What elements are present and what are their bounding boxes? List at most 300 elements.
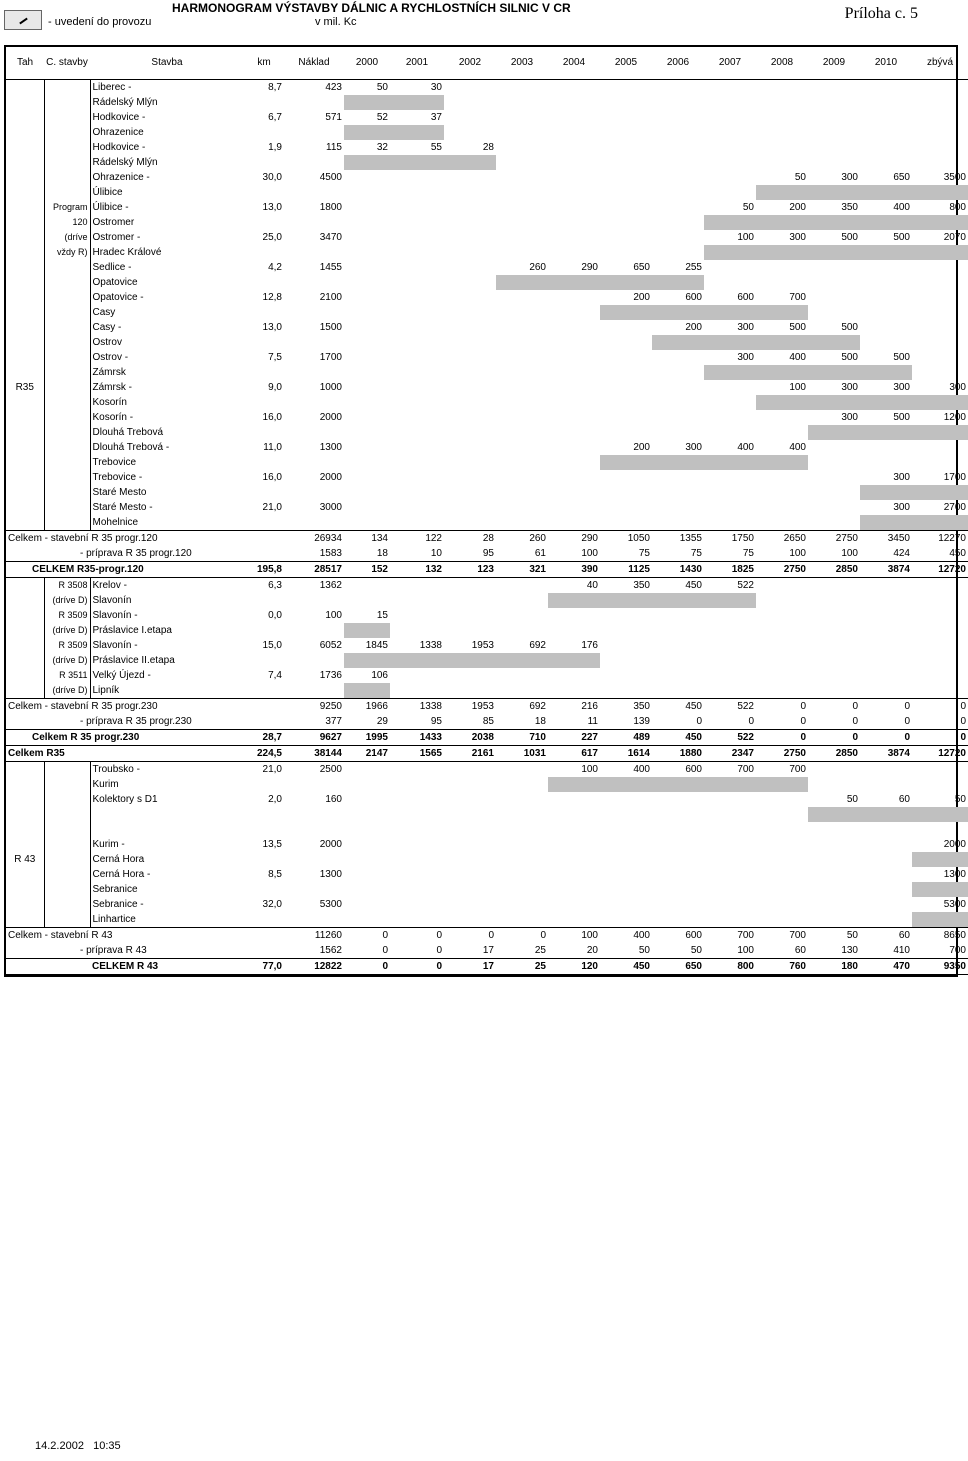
schedule-bar	[704, 593, 756, 608]
year-value-cell	[600, 335, 652, 350]
tah-cell	[6, 807, 44, 822]
cost-cell: 1362	[319, 579, 342, 591]
year-value-cell	[390, 807, 444, 822]
year-value-cell: 0	[960, 715, 966, 727]
year-value-cell	[600, 95, 652, 110]
year-value-cell	[344, 837, 390, 852]
year-value-cell: 18	[534, 715, 546, 727]
year-value-cell	[496, 365, 548, 380]
cost-cell: 377	[325, 715, 342, 727]
year-value-cell: 100	[737, 944, 754, 956]
year-value-cell	[344, 275, 390, 290]
col-header-cs: C. stavby	[44, 47, 90, 79]
table-row	[6, 683, 968, 699]
year-value-cell	[808, 79, 860, 95]
km-cell: 77,0	[244, 958, 284, 974]
schedule-table	[6, 47, 968, 975]
year-value-cell	[344, 500, 390, 515]
total-label: Celkem R 35 progr.230	[6, 729, 244, 745]
stavba-name-cell: Lipník	[90, 683, 244, 699]
year-value-cell	[344, 425, 390, 440]
year-value-cell	[756, 500, 808, 515]
year-value-cell	[808, 852, 860, 867]
year-value-cell	[756, 792, 808, 807]
year-value-cell	[548, 485, 600, 500]
year-value-cell: 15	[376, 609, 388, 621]
year-value-cell	[548, 320, 600, 335]
year-value-cell: 75	[638, 547, 650, 559]
year-value-cell	[704, 608, 756, 623]
year-value-cell	[496, 668, 548, 683]
year-value-cell	[600, 653, 652, 668]
year-value-cell: 1614	[600, 745, 652, 761]
legend-label: - uvedení do provozu	[48, 16, 152, 28]
cost-cell	[284, 425, 344, 440]
year-value-cell	[808, 290, 860, 305]
year-value-cell: 700	[737, 763, 754, 775]
year-value-cell	[756, 577, 808, 593]
year-value-cell: 400	[633, 763, 650, 775]
year-value-cell	[860, 335, 912, 350]
tah-cell	[6, 79, 44, 95]
year-value-cell: 75	[690, 547, 702, 559]
stavba-number-cell	[44, 837, 90, 852]
stavba-name-cell: Rádelský Mlýn	[90, 95, 244, 110]
table-row	[6, 350, 968, 365]
year-value-cell	[912, 79, 968, 95]
year-value-cell	[756, 140, 808, 155]
year-value-cell	[652, 245, 704, 260]
col-header-year: 2009	[808, 47, 860, 79]
table-row	[6, 777, 968, 792]
schedule-bar	[912, 245, 968, 260]
schedule-bar	[652, 777, 704, 792]
year-value-cell	[496, 500, 548, 515]
year-value-cell	[496, 577, 548, 593]
year-value-cell	[912, 95, 968, 110]
year-value-cell: 17	[482, 944, 494, 956]
year-value-cell	[444, 515, 496, 531]
cost-cell	[284, 395, 344, 410]
stavba-number-cell	[44, 500, 90, 515]
table-row	[6, 485, 968, 500]
col-header-year: 2001	[390, 47, 444, 79]
cost-cell	[284, 807, 344, 822]
year-value-cell: 8650	[912, 927, 968, 943]
year-value-cell	[548, 305, 600, 320]
year-value-cell	[344, 792, 390, 807]
year-value-cell	[548, 365, 600, 380]
year-value-cell: 300	[685, 441, 702, 453]
year-value-cell: 100	[789, 547, 806, 559]
year-value-cell	[860, 577, 912, 593]
stavba-number-cell: vždy R)	[56, 246, 88, 257]
cost-cell: 3000	[319, 501, 342, 513]
year-value-cell	[444, 170, 496, 185]
stavba-name-cell	[90, 807, 244, 822]
stavba-name-cell: Ostromer	[90, 215, 244, 230]
schedule-bar	[808, 395, 860, 410]
stavba-number-cell	[44, 867, 90, 882]
total-label: CELKEM R 43	[6, 958, 244, 974]
year-value-cell: 600	[737, 291, 754, 303]
cost-cell: 2100	[319, 291, 342, 303]
year-value-cell	[756, 515, 808, 531]
year-value-cell	[496, 200, 548, 215]
year-value-cell	[652, 230, 704, 245]
year-value-cell: 50	[808, 927, 860, 943]
schedule-bar	[390, 155, 444, 170]
year-value-cell	[860, 897, 912, 912]
year-value-cell: 650	[652, 958, 704, 974]
stavba-number-cell	[44, 822, 90, 837]
year-value-cell	[860, 668, 912, 683]
cost-cell	[284, 912, 344, 928]
year-value-cell	[496, 608, 548, 623]
cost-cell	[284, 155, 344, 170]
year-value-cell: 260	[529, 261, 546, 273]
year-value-cell: 500	[841, 321, 858, 333]
table-row	[6, 140, 968, 155]
tah-cell	[6, 822, 44, 837]
year-value-cell	[652, 623, 704, 638]
schedule-bar	[444, 155, 496, 170]
cost-cell: 1562	[319, 944, 342, 956]
year-value-cell: 50	[376, 81, 388, 93]
year-value-cell: 400	[789, 351, 806, 363]
schedule-bar	[756, 185, 808, 200]
year-value-cell	[344, 455, 390, 470]
year-value-cell	[444, 777, 496, 792]
year-value-cell: 55	[430, 141, 442, 153]
schedule-bar	[600, 275, 652, 290]
year-value-cell	[390, 867, 444, 882]
year-value-cell	[444, 95, 496, 110]
cost-cell	[284, 623, 344, 638]
tah-cell	[6, 275, 44, 290]
km-cell: 2,0	[268, 793, 282, 805]
km-cell: 12,8	[262, 291, 282, 303]
year-value-cell: 800	[949, 201, 966, 213]
tah-cell	[6, 215, 44, 230]
year-value-cell	[548, 623, 600, 638]
km-cell: 11,0	[263, 441, 282, 453]
year-value-cell	[652, 365, 704, 380]
year-value-cell: 18	[376, 547, 388, 559]
cost-cell	[284, 852, 344, 867]
col-header-tah: Tah	[6, 47, 44, 79]
year-value-cell	[912, 275, 968, 290]
year-value-cell	[496, 440, 548, 455]
schedule-bar	[860, 807, 912, 822]
year-value-cell	[652, 170, 704, 185]
km-cell	[244, 455, 284, 470]
year-value-cell: 500	[893, 411, 910, 423]
schedule-bar	[808, 807, 860, 822]
year-value-cell: 0	[912, 698, 968, 714]
km-cell: 13,5	[262, 838, 282, 850]
year-value-cell	[652, 425, 704, 440]
year-value-cell	[704, 140, 756, 155]
year-value-cell: 0	[852, 715, 858, 727]
schedule-bar	[652, 455, 704, 470]
km-cell	[244, 125, 284, 140]
tah-cell	[6, 577, 44, 593]
cost-cell: 160	[325, 793, 342, 805]
km-cell: 1,9	[268, 141, 282, 153]
table-row	[6, 593, 968, 608]
stavba-name-cell: Liberec -	[90, 79, 244, 95]
year-value-cell: 300	[737, 321, 754, 333]
table-row	[6, 365, 968, 380]
stavba-number-cell	[44, 882, 90, 897]
year-value-cell: 1825	[704, 561, 756, 577]
table-row	[6, 230, 968, 245]
schedule-bar	[756, 245, 808, 260]
year-value-cell	[496, 305, 548, 320]
stavba-number-cell	[44, 305, 90, 320]
year-value-cell	[548, 440, 600, 455]
year-value-cell	[704, 653, 756, 668]
year-value-cell	[652, 852, 704, 867]
year-value-cell: 100	[841, 547, 858, 559]
year-value-cell	[344, 761, 390, 777]
year-value-cell: 122	[390, 530, 444, 546]
schedule-bar	[860, 245, 912, 260]
year-value-cell	[444, 792, 496, 807]
table-row	[6, 110, 968, 125]
year-value-cell	[344, 593, 390, 608]
km-cell	[244, 653, 284, 668]
year-value-cell	[496, 777, 548, 792]
year-value-cell	[600, 410, 652, 425]
stavba-name-cell: Casy	[90, 305, 244, 320]
year-value-cell: 10	[430, 547, 442, 559]
year-value-cell	[860, 125, 912, 140]
year-value-cell	[344, 777, 390, 792]
year-value-cell: 350	[633, 579, 650, 591]
cost-cell	[284, 777, 344, 792]
year-value-cell	[652, 155, 704, 170]
cost-cell: 1300	[319, 441, 342, 453]
year-value-cell	[390, 515, 444, 531]
year-value-cell	[704, 485, 756, 500]
year-value-cell	[496, 683, 548, 699]
tah-cell	[6, 515, 44, 531]
year-value-cell	[444, 623, 496, 638]
year-value-cell: 200	[789, 201, 806, 213]
year-value-cell: 9350	[912, 958, 968, 974]
total-row	[6, 561, 968, 577]
table-row	[6, 897, 968, 912]
tah-cell	[6, 200, 44, 215]
table-row	[6, 440, 968, 455]
year-value-cell	[390, 380, 444, 395]
year-value-cell: 300	[737, 351, 754, 363]
year-value-cell: 75	[742, 547, 754, 559]
table-row	[6, 455, 968, 470]
km-cell: 7,4	[268, 669, 282, 681]
table-row	[6, 577, 968, 593]
total-row	[6, 943, 968, 959]
year-value-cell	[808, 668, 860, 683]
year-value-cell	[548, 867, 600, 882]
km-cell	[244, 425, 284, 440]
year-value-cell	[344, 867, 390, 882]
year-value-cell	[756, 125, 808, 140]
year-value-cell	[704, 95, 756, 110]
year-value-cell	[704, 260, 756, 275]
year-value-cell	[390, 230, 444, 245]
year-value-cell	[548, 335, 600, 350]
year-value-cell: 1050	[600, 530, 652, 546]
year-value-cell	[496, 245, 548, 260]
year-value-cell	[444, 335, 496, 350]
schedule-bar	[390, 125, 444, 140]
year-value-cell	[912, 638, 968, 653]
cost-cell: 3470	[319, 231, 342, 243]
year-value-cell: 29	[376, 715, 388, 727]
stavba-number-cell	[44, 440, 90, 455]
year-value-cell: 180	[808, 958, 860, 974]
stavba-number-cell: R 3508	[58, 579, 88, 590]
year-value-cell: 50	[846, 793, 858, 805]
year-value-cell	[860, 912, 912, 928]
year-value-cell	[808, 867, 860, 882]
year-value-cell: 30	[430, 81, 442, 93]
year-value-cell: 100	[581, 547, 598, 559]
year-value-cell	[390, 425, 444, 440]
schedule-bar	[756, 777, 808, 792]
table-header-row	[6, 47, 968, 79]
total-label: CELKEM R35-progr.120	[6, 561, 244, 577]
km-cell: 28,7	[244, 729, 284, 745]
table-row	[6, 761, 968, 777]
year-value-cell: 321	[496, 561, 548, 577]
year-value-cell	[344, 852, 390, 867]
year-value-cell: 25	[534, 944, 546, 956]
year-value-cell	[496, 140, 548, 155]
km-cell	[244, 943, 284, 959]
stavba-name-cell: Ostromer -	[90, 230, 244, 245]
km-cell: 16,0	[262, 471, 282, 483]
year-value-cell	[756, 653, 808, 668]
tah-cell	[6, 593, 44, 608]
stavba-number-cell	[44, 275, 90, 290]
year-value-cell	[756, 608, 808, 623]
year-value-cell	[912, 110, 968, 125]
year-value-cell: 424	[893, 547, 910, 559]
stavba-number-cell	[44, 410, 90, 425]
year-value-cell	[496, 761, 548, 777]
year-value-cell	[704, 185, 756, 200]
stavba-name-cell: Ohrazenice -	[90, 170, 244, 185]
cost-cell: 100	[325, 609, 342, 621]
year-value-cell	[652, 380, 704, 395]
year-value-cell: 0	[860, 698, 912, 714]
tah-cell	[6, 320, 44, 335]
stavba-number-cell	[44, 185, 90, 200]
year-value-cell	[808, 305, 860, 320]
year-value-cell: 1700	[943, 471, 966, 483]
year-value-cell	[390, 608, 444, 623]
year-value-cell: 700	[789, 763, 806, 775]
col-header-year: 2002	[444, 47, 496, 79]
km-cell: 6,7	[268, 111, 282, 123]
year-value-cell: 2000	[943, 838, 966, 850]
year-value-cell: 650	[893, 171, 910, 183]
km-cell: 8,5	[268, 868, 282, 880]
year-value-cell	[496, 882, 548, 897]
cost-cell: 2500	[319, 763, 342, 775]
year-value-cell: 0	[496, 927, 548, 943]
km-cell	[244, 683, 284, 699]
schedule-bar	[600, 305, 652, 320]
year-value-cell	[600, 155, 652, 170]
year-value-cell	[548, 608, 600, 623]
year-value-cell	[912, 365, 968, 380]
year-value-cell	[704, 395, 756, 410]
stavba-name-cell: Krelov -	[90, 577, 244, 593]
km-cell	[244, 852, 284, 867]
schedule-bar	[548, 777, 600, 792]
total-row	[6, 698, 968, 714]
year-value-cell	[390, 577, 444, 593]
year-value-cell	[860, 837, 912, 852]
year-value-cell	[444, 897, 496, 912]
year-value-cell: 200	[633, 441, 650, 453]
year-value-cell	[808, 515, 860, 531]
tah-cell	[6, 395, 44, 410]
print-timestamp	[35, 1440, 121, 1452]
schedule-bar	[860, 395, 912, 410]
year-value-cell: 260	[496, 530, 548, 546]
km-cell	[244, 215, 284, 230]
year-value-cell: 350	[600, 698, 652, 714]
stavba-number-cell: (dríve D)	[52, 624, 88, 635]
year-value-cell: 100	[737, 231, 754, 243]
table-row	[6, 155, 968, 170]
stavba-name-cell: Velký Újezd -	[90, 668, 244, 683]
schedule-bar	[548, 593, 600, 608]
year-value-cell: 1845	[365, 639, 388, 651]
year-value-cell	[912, 320, 968, 335]
km-cell	[244, 927, 284, 943]
year-value-cell: 0	[756, 698, 808, 714]
table-row	[6, 410, 968, 425]
year-value-cell: 450	[685, 579, 702, 591]
year-value-cell	[860, 623, 912, 638]
year-value-cell	[652, 822, 704, 837]
year-value-cell	[600, 683, 652, 699]
year-value-cell	[444, 500, 496, 515]
year-value-cell: 0	[444, 927, 496, 943]
tah-cell	[6, 110, 44, 125]
year-value-cell: 1750	[704, 530, 756, 546]
year-value-cell: 0	[344, 927, 390, 943]
cost-cell: 2000	[319, 471, 342, 483]
cost-cell: 2000	[319, 838, 342, 850]
year-value-cell: 0	[344, 958, 390, 974]
year-value-cell	[600, 245, 652, 260]
cost-cell	[284, 455, 344, 470]
tah-cell	[6, 882, 44, 897]
year-value-cell	[344, 335, 390, 350]
year-value-cell: 50	[638, 944, 650, 956]
table-row	[6, 170, 968, 185]
year-value-cell	[444, 425, 496, 440]
table-row	[6, 822, 968, 837]
